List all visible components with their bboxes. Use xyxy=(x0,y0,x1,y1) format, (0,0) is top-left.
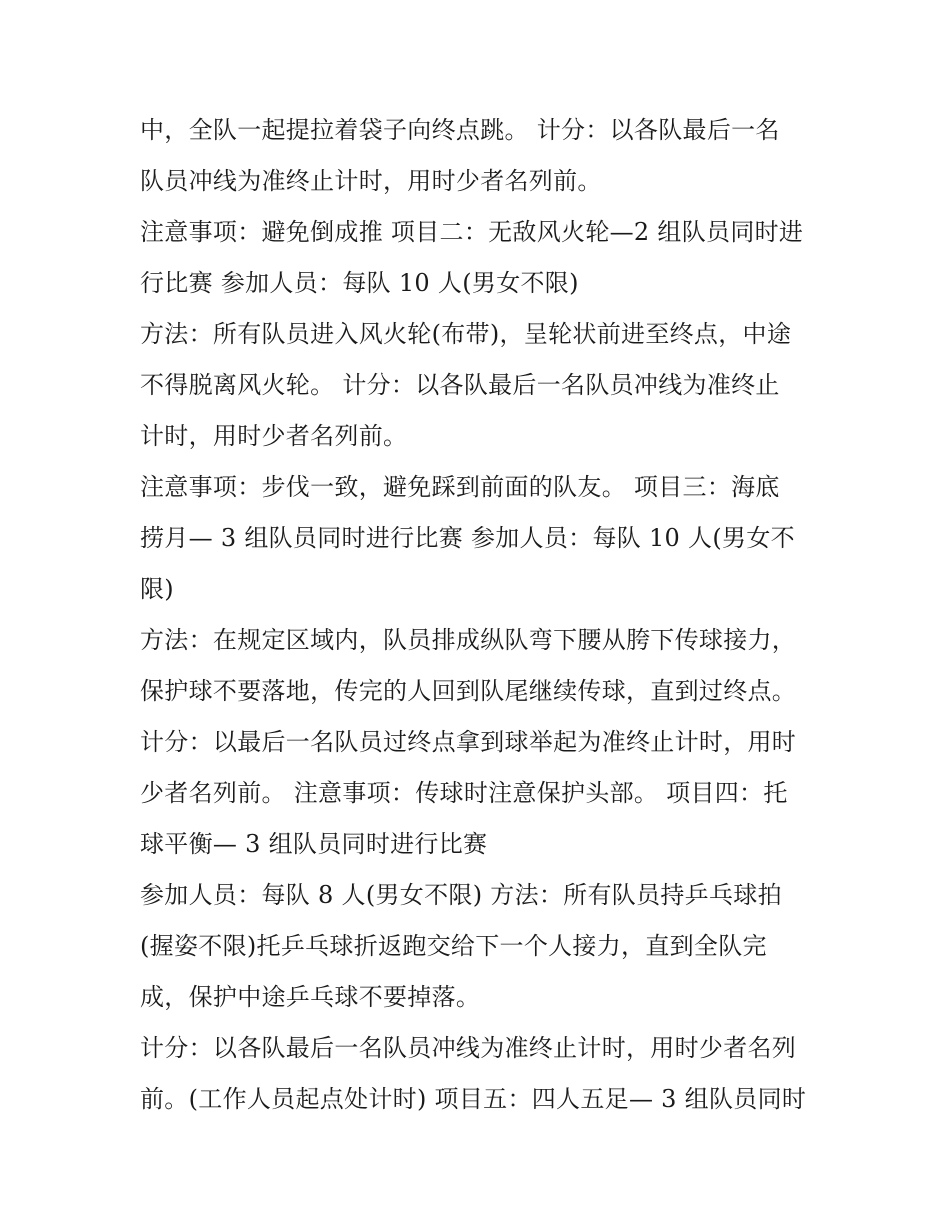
text-line: 行比赛 参加人员：每队 10 人(男女不限) xyxy=(140,269,579,297)
text-line: 队员冲线为准终止计时，用时少者名列前。 xyxy=(140,167,602,195)
text-line: 注意事项：避免倒成推 项目二：无敌风火轮—2 组队员同时进 xyxy=(140,218,804,246)
text-line: 捞月— 3 组队员同时进行比赛 参加人员：每队 10 人(男女不 xyxy=(140,524,795,552)
text-line: 参加人员：每队 8 人(男女不限) 方法：所有队员持乒乓球拍 xyxy=(140,881,782,909)
text-line: 球平衡— 3 组队员同时进行比赛 xyxy=(140,830,488,858)
text-line: 少者名列前。 注意事项：传球时注意保护头部。 项目四：托 xyxy=(140,779,788,807)
text-line: 中，全队一起提拉着袋子向终点跳。 计分：以各队最后一名 xyxy=(140,116,780,144)
text-line: 限) xyxy=(140,575,174,603)
text-line: 计分：以最后一名队员过终点拿到球举起为准终止计时，用时 xyxy=(140,728,797,756)
text-line: 成，保护中途乒乓球不要掉落。 xyxy=(140,983,481,1011)
text-line: 注意事项：步伐一致，避免踩到前面的队友。 项目三：海底 xyxy=(140,473,780,501)
text-line: 不得脱离风火轮。 计分：以各队最后一名队员冲线为准终止 xyxy=(140,371,780,399)
text-line: (握姿不限)托乒乓球折返跑交给下一个人接力，直到全队完 xyxy=(140,932,767,960)
text-line: 计分：以各队最后一名队员冲线为准终止计时，用时少者名列 xyxy=(140,1034,797,1062)
text-line: 计时，用时少者名列前。 xyxy=(140,422,408,450)
body-text xyxy=(140,108,820,1128)
text-line: 保护球不要落地，传完的人回到队尾继续传球，直到过终点。 xyxy=(140,677,797,705)
text-line: 方法：所有队员进入风火轮(布带)，呈轮状前进至终点，中途 xyxy=(140,320,792,348)
text-line: 前。(工作人员起点处计时) 项目五：四人五足— 3 组队员同时 xyxy=(140,1085,807,1113)
text-line: 方法：在规定区域内，队员排成纵队弯下腰从胯下传球接力， xyxy=(140,626,797,654)
